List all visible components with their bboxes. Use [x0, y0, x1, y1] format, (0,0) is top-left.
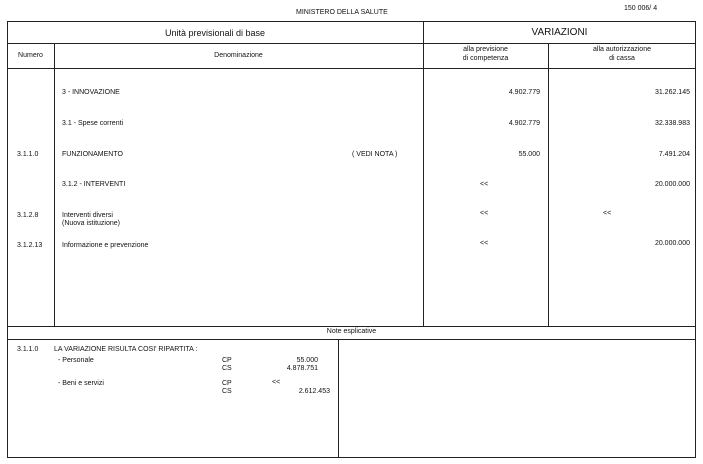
- row-label: FUNZIONAMENTO: [62, 151, 123, 158]
- rule: [338, 339, 339, 458]
- row-number: 3.1.2.8: [17, 212, 39, 219]
- rule: [7, 68, 696, 69]
- notes-cp-value: 55.000: [296, 357, 318, 364]
- row-cash-value: <<: [603, 210, 612, 217]
- col-cash-header-2: di cassa: [609, 55, 635, 62]
- row-number: 3.1.1.0: [17, 151, 39, 158]
- col-competence-header: alla previsione: [463, 46, 508, 53]
- rule: [54, 43, 55, 326]
- notes-cs-value: 4.878.751: [286, 365, 318, 372]
- notes-cp-label: CP: [222, 380, 232, 387]
- row-competence-value: 55.000: [518, 151, 540, 158]
- notes-cs-label: CS: [222, 365, 232, 372]
- row-label: 3.1.2 - INTERVENTI: [62, 181, 126, 188]
- notes-cs-value: 2.612.453: [298, 388, 330, 395]
- row-competence-value: <<: [480, 210, 489, 217]
- notes-cp-label: CP: [222, 357, 232, 364]
- row-competence-value: 4.902.779: [508, 120, 540, 127]
- col-number-header: Numero: [18, 52, 43, 59]
- notes-title: Note esplicative: [326, 328, 377, 335]
- row-competence-value: <<: [480, 240, 489, 247]
- col-cash-header: alla autorizzazione: [593, 46, 651, 53]
- row-competence-value: 4.902.779: [508, 89, 540, 96]
- row-cash-value: 7.491.204: [658, 151, 690, 158]
- row-label-sub: (Nuova istituzione): [62, 220, 120, 227]
- row-cash-value: 31.262.145: [654, 89, 690, 96]
- row-cash-value: 20.000.000: [654, 181, 690, 188]
- notes-cs-label: CS: [222, 388, 232, 395]
- rule: [7, 326, 696, 327]
- rule: [548, 43, 549, 326]
- col-denomination-header: Denominazione: [214, 52, 263, 59]
- row-label: 3 - INNOVAZIONE: [62, 89, 120, 96]
- rule: [423, 21, 424, 326]
- row-cash-value: 20.000.000: [654, 240, 690, 247]
- col-competence-header-2: di competenza: [462, 55, 509, 62]
- notes-cp-value: <<: [272, 379, 281, 386]
- unit-header: Unità previsionali di base: [164, 28, 266, 38]
- rule: [7, 339, 696, 340]
- notes-code: 3.1.1.0: [17, 346, 39, 353]
- row-label: Informazione e prevenzione: [62, 242, 149, 249]
- row-label: Interventi diversi: [62, 212, 113, 219]
- row-label: 3.1 - Spese correnti: [62, 120, 124, 127]
- notes-item-label: - Beni e servizi: [58, 380, 104, 387]
- variations-header: VARIAZIONI: [531, 27, 588, 38]
- ministry-title: MINISTERO DELLA SALUTE: [296, 9, 388, 16]
- row-cash-value: 32.338.983: [654, 120, 690, 127]
- row-number: 3.1.2.13: [17, 242, 43, 249]
- row-note-reference: ( VEDI NOTA ): [352, 151, 398, 158]
- notes-item-label: - Personale: [58, 357, 94, 364]
- notes-heading: LA VARIAZIONE RISULTA COSI' RIPARTITA :: [54, 346, 198, 353]
- rule: [7, 43, 696, 44]
- page-reference: 150 006/ 4: [624, 5, 658, 12]
- row-competence-value: <<: [480, 181, 489, 188]
